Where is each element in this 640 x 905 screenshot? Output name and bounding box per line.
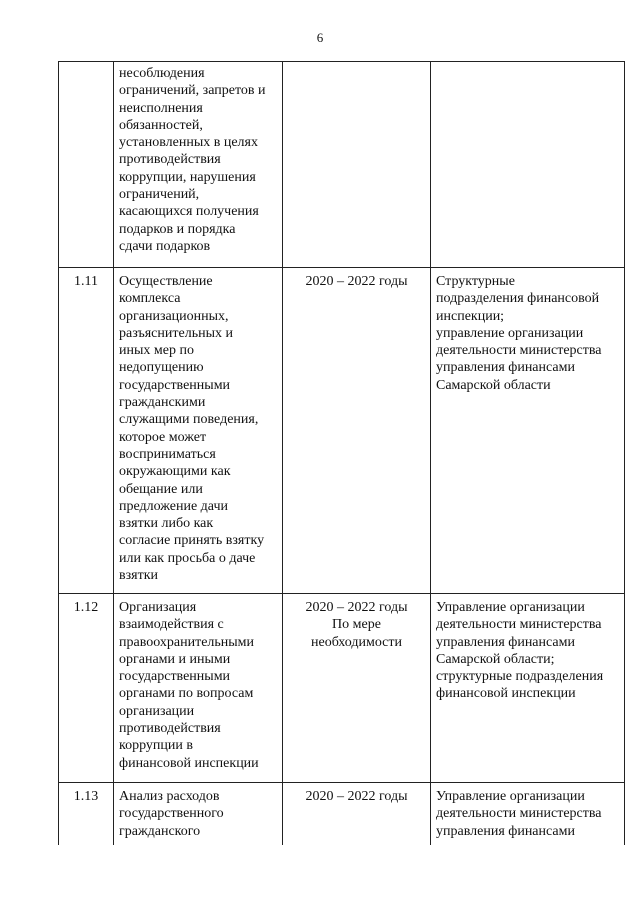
text-line: организационных,: [119, 308, 229, 324]
text-line: подразделения финансовой: [436, 291, 600, 307]
text-line: управление организации: [436, 325, 584, 341]
item-number-cell: [59, 62, 114, 268]
text-line: государственными: [119, 669, 231, 685]
text-line: государственного: [119, 806, 224, 822]
text-line: финансовой инспекции: [436, 686, 576, 702]
text-line: управления финансами: [436, 360, 575, 376]
table-row: [59, 783, 625, 845]
text-line: Управление организации: [436, 789, 585, 804]
period-cell: [283, 594, 431, 783]
responsible-text: [431, 268, 624, 397]
text-line: сдачи подарков: [119, 238, 211, 254]
text-line: органами по вопросам: [119, 686, 254, 702]
item-number: 1.13: [73, 789, 99, 804]
action-cell: [114, 62, 283, 268]
text-line: предложение дачи: [119, 498, 228, 514]
item-number: [59, 62, 113, 68]
text-line: управления финансами: [436, 823, 575, 839]
responsible-cell: [431, 594, 625, 783]
period-text: [283, 62, 430, 68]
text-line: взятки: [119, 568, 158, 584]
text-line: По мере: [332, 617, 381, 633]
text-line: Управление организации: [436, 600, 585, 615]
text-line: Самарской области;: [436, 651, 555, 667]
page-number: 6: [316, 30, 324, 45]
text-line: недопущению: [119, 360, 204, 376]
responsible-cell: [431, 62, 625, 268]
text-line: 2020 – 2022 годы: [305, 789, 408, 804]
text-line: Самарской области: [436, 377, 551, 393]
item-number: 1.12: [73, 600, 99, 615]
table-row: [59, 268, 625, 594]
text-line: ограничений,: [119, 187, 200, 203]
text-line: ограничений, запретов и: [119, 83, 266, 99]
period-text: [283, 594, 430, 654]
text-line: противодействия: [119, 152, 221, 168]
text-line: восприниматься: [119, 446, 216, 462]
text-line: взятки либо как: [119, 516, 214, 532]
action-text: [114, 268, 282, 587]
responsible-cell: [431, 783, 625, 845]
table-body: [59, 62, 625, 845]
responsible-text: [431, 594, 624, 706]
text-line: гражданскими: [119, 395, 206, 411]
action-text: [114, 594, 282, 775]
text-line: взаимодействия с: [119, 617, 224, 633]
action-text: [114, 62, 282, 258]
text-line: государственными: [119, 377, 231, 393]
table-row: [59, 594, 625, 783]
text-line: организации: [119, 703, 195, 719]
text-line: коррупции, нарушения: [119, 169, 256, 185]
text-line: структурные подразделения: [436, 669, 604, 685]
responsible-cell: [431, 268, 625, 594]
text-line: Осуществление: [119, 274, 213, 289]
text-line: обязанностей,: [119, 117, 203, 133]
text-line: финансовой инспекции: [119, 755, 259, 771]
text-line: несоблюдения: [119, 66, 205, 81]
text-line: или как просьба о даче: [119, 550, 256, 566]
table-row: [59, 62, 625, 268]
text-line: согласие принять взятку: [119, 533, 265, 549]
text-line: обещание или: [119, 481, 203, 497]
item-number-cell: [59, 268, 114, 594]
action-cell: [114, 783, 283, 845]
text-line: комплекса: [119, 291, 181, 307]
text-line: иных мер по: [119, 343, 194, 359]
text-line: коррупции в: [119, 738, 193, 754]
text-line: 2020 – 2022 годы: [305, 274, 408, 289]
period-cell: [283, 268, 431, 594]
text-line: противодействия: [119, 721, 221, 737]
text-line: гражданского: [119, 823, 201, 839]
text-line: подарков и порядка: [119, 221, 236, 237]
text-line: правоохранительными: [119, 634, 255, 650]
text-line: инспекции;: [436, 308, 505, 324]
period-text: [283, 268, 430, 293]
text-line: которое может: [119, 429, 207, 445]
item-number-cell: [59, 783, 114, 845]
text-line: органами и иными: [119, 651, 231, 667]
text-line: Структурные: [436, 274, 515, 289]
period-text: [283, 783, 430, 808]
text-line: установленных в целях: [119, 135, 258, 151]
text-line: управления финансами: [436, 634, 575, 650]
text-line: окружающими как: [119, 464, 231, 480]
action-text: [114, 783, 282, 843]
period-cell: [283, 62, 431, 268]
measures-table: [58, 61, 625, 845]
item-number: 1.11: [74, 274, 98, 289]
responsible-text: [431, 783, 624, 843]
text-line: 2020 – 2022 годы: [305, 600, 408, 615]
text-line: Анализ расходов: [119, 789, 220, 804]
responsible-text: [431, 62, 624, 68]
text-line: деятельности министерства: [436, 617, 602, 633]
text-line: разъяснительных и: [119, 325, 233, 341]
action-cell: [114, 268, 283, 594]
text-line: касающихся получения: [119, 204, 259, 220]
item-number-cell: [59, 594, 114, 783]
text-line: деятельности министерства: [436, 343, 602, 359]
text-line: неисполнения: [119, 100, 203, 116]
text-line: деятельности министерства: [436, 806, 602, 822]
action-cell: [114, 594, 283, 783]
period-cell: [283, 783, 431, 845]
text-line: служащими поведения,: [119, 412, 259, 428]
text-line: Организация: [119, 600, 197, 615]
text-line: необходимости: [310, 634, 402, 650]
